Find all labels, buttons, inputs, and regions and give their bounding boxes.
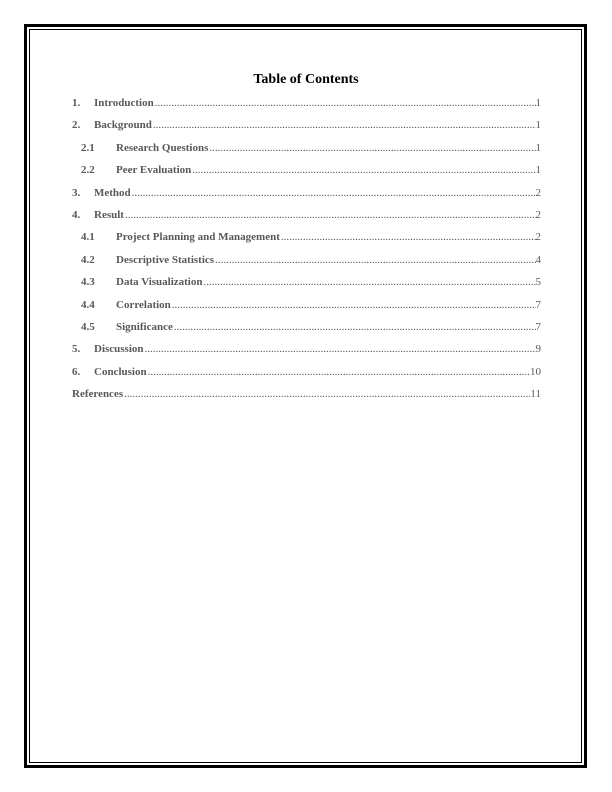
- toc-entry-label: References: [72, 388, 124, 401]
- toc-entry[interactable]: [72, 342, 541, 364]
- toc-dot-leader: [125, 208, 536, 222]
- toc-entry-page-number: 1: [535, 164, 541, 177]
- toc-entry[interactable]: [72, 163, 541, 185]
- toc-entry-number: 4.1: [81, 231, 95, 244]
- toc-dot-leader: [155, 96, 536, 110]
- toc-entry[interactable]: [72, 141, 541, 163]
- toc-entry-page-number: 2: [535, 231, 541, 244]
- toc-entry-number: 4.4: [81, 298, 95, 311]
- toc-entry-number: 4.5: [81, 320, 95, 333]
- toc-entry-label: Peer Evaluation: [116, 164, 192, 177]
- toc-title: Table of Contents: [253, 72, 359, 87]
- toc-entry-page-number: 4: [535, 253, 541, 266]
- toc-entry[interactable]: [72, 365, 541, 387]
- toc-entry-page-number: 11: [530, 388, 541, 401]
- toc-entry[interactable]: [72, 186, 541, 208]
- toc-entry-label: Introduction: [94, 97, 154, 109]
- toc-entry-label: Data Visualization: [116, 276, 203, 289]
- toc-entry-number: 2.2: [81, 164, 95, 177]
- toc-dot-leader: [148, 365, 530, 379]
- toc-dot-leader: [132, 186, 536, 200]
- toc-entry-number: 1.: [72, 97, 81, 109]
- toc-entry-label: Discussion: [94, 343, 144, 356]
- toc-dot-leader: [153, 118, 536, 132]
- toc-entry[interactable]: [72, 275, 541, 297]
- toc-entry-label: Conclusion: [94, 365, 147, 378]
- toc-entry-number: 3.: [72, 186, 81, 199]
- toc-entry-page-number: 1: [535, 141, 541, 154]
- toc-entry[interactable]: [72, 253, 541, 275]
- toc-entry-number: 4.: [72, 208, 81, 221]
- toc-entry[interactable]: [72, 298, 541, 320]
- toc-dot-leader: [209, 141, 535, 155]
- toc-entry[interactable]: [72, 118, 541, 140]
- toc-dot-leader: [215, 253, 535, 267]
- toc-entry-page-number: 2: [535, 186, 541, 199]
- toc-entry-number: 2.1: [81, 141, 95, 154]
- toc-entry[interactable]: [72, 387, 541, 409]
- toc-entry[interactable]: [72, 320, 541, 342]
- toc-dot-leader: [145, 342, 536, 356]
- toc-entry-label: Result: [94, 208, 124, 221]
- toc-entry-page-number: 7: [535, 320, 541, 333]
- toc-entry-page-number: 2: [535, 208, 541, 221]
- toc-entry-number: 6.: [72, 365, 81, 378]
- toc-dot-leader: [124, 387, 530, 401]
- toc-entry-label: Significance: [116, 320, 173, 333]
- toc-dot-leader: [174, 320, 536, 334]
- toc-entry-page-number: 1: [535, 119, 541, 132]
- toc-entry-label: Correlation: [116, 298, 171, 311]
- toc-entry-number: 5.: [72, 343, 81, 356]
- toc-entry-page-number: 9: [535, 343, 541, 356]
- toc-entry-page-number: 1: [535, 97, 541, 109]
- toc-entry[interactable]: [72, 230, 541, 252]
- toc-entry-label: Project Planning and Management: [116, 231, 280, 244]
- table-of-contents: [72, 96, 541, 409]
- toc-dot-leader: [203, 275, 535, 289]
- toc-entry-label: Research Questions: [116, 141, 209, 154]
- toc-entry-page-number: 10: [530, 365, 541, 378]
- toc-dot-leader: [172, 298, 536, 312]
- toc-entry-label: Descriptive Statistics: [116, 253, 215, 266]
- toc-dot-leader: [192, 163, 535, 177]
- toc-entry-label: Method: [94, 186, 131, 199]
- toc-entry-number: 4.2: [81, 253, 95, 266]
- toc-entry[interactable]: [72, 208, 541, 230]
- toc-entry[interactable]: [72, 96, 541, 118]
- toc-entry-label: Background: [94, 119, 152, 132]
- toc-entry-number: 4.3: [81, 276, 95, 289]
- toc-entry-page-number: 7: [535, 298, 541, 311]
- toc-entry-page-number: 5: [535, 276, 541, 289]
- toc-entry-number: 2.: [72, 119, 81, 132]
- toc-dot-leader: [281, 230, 536, 244]
